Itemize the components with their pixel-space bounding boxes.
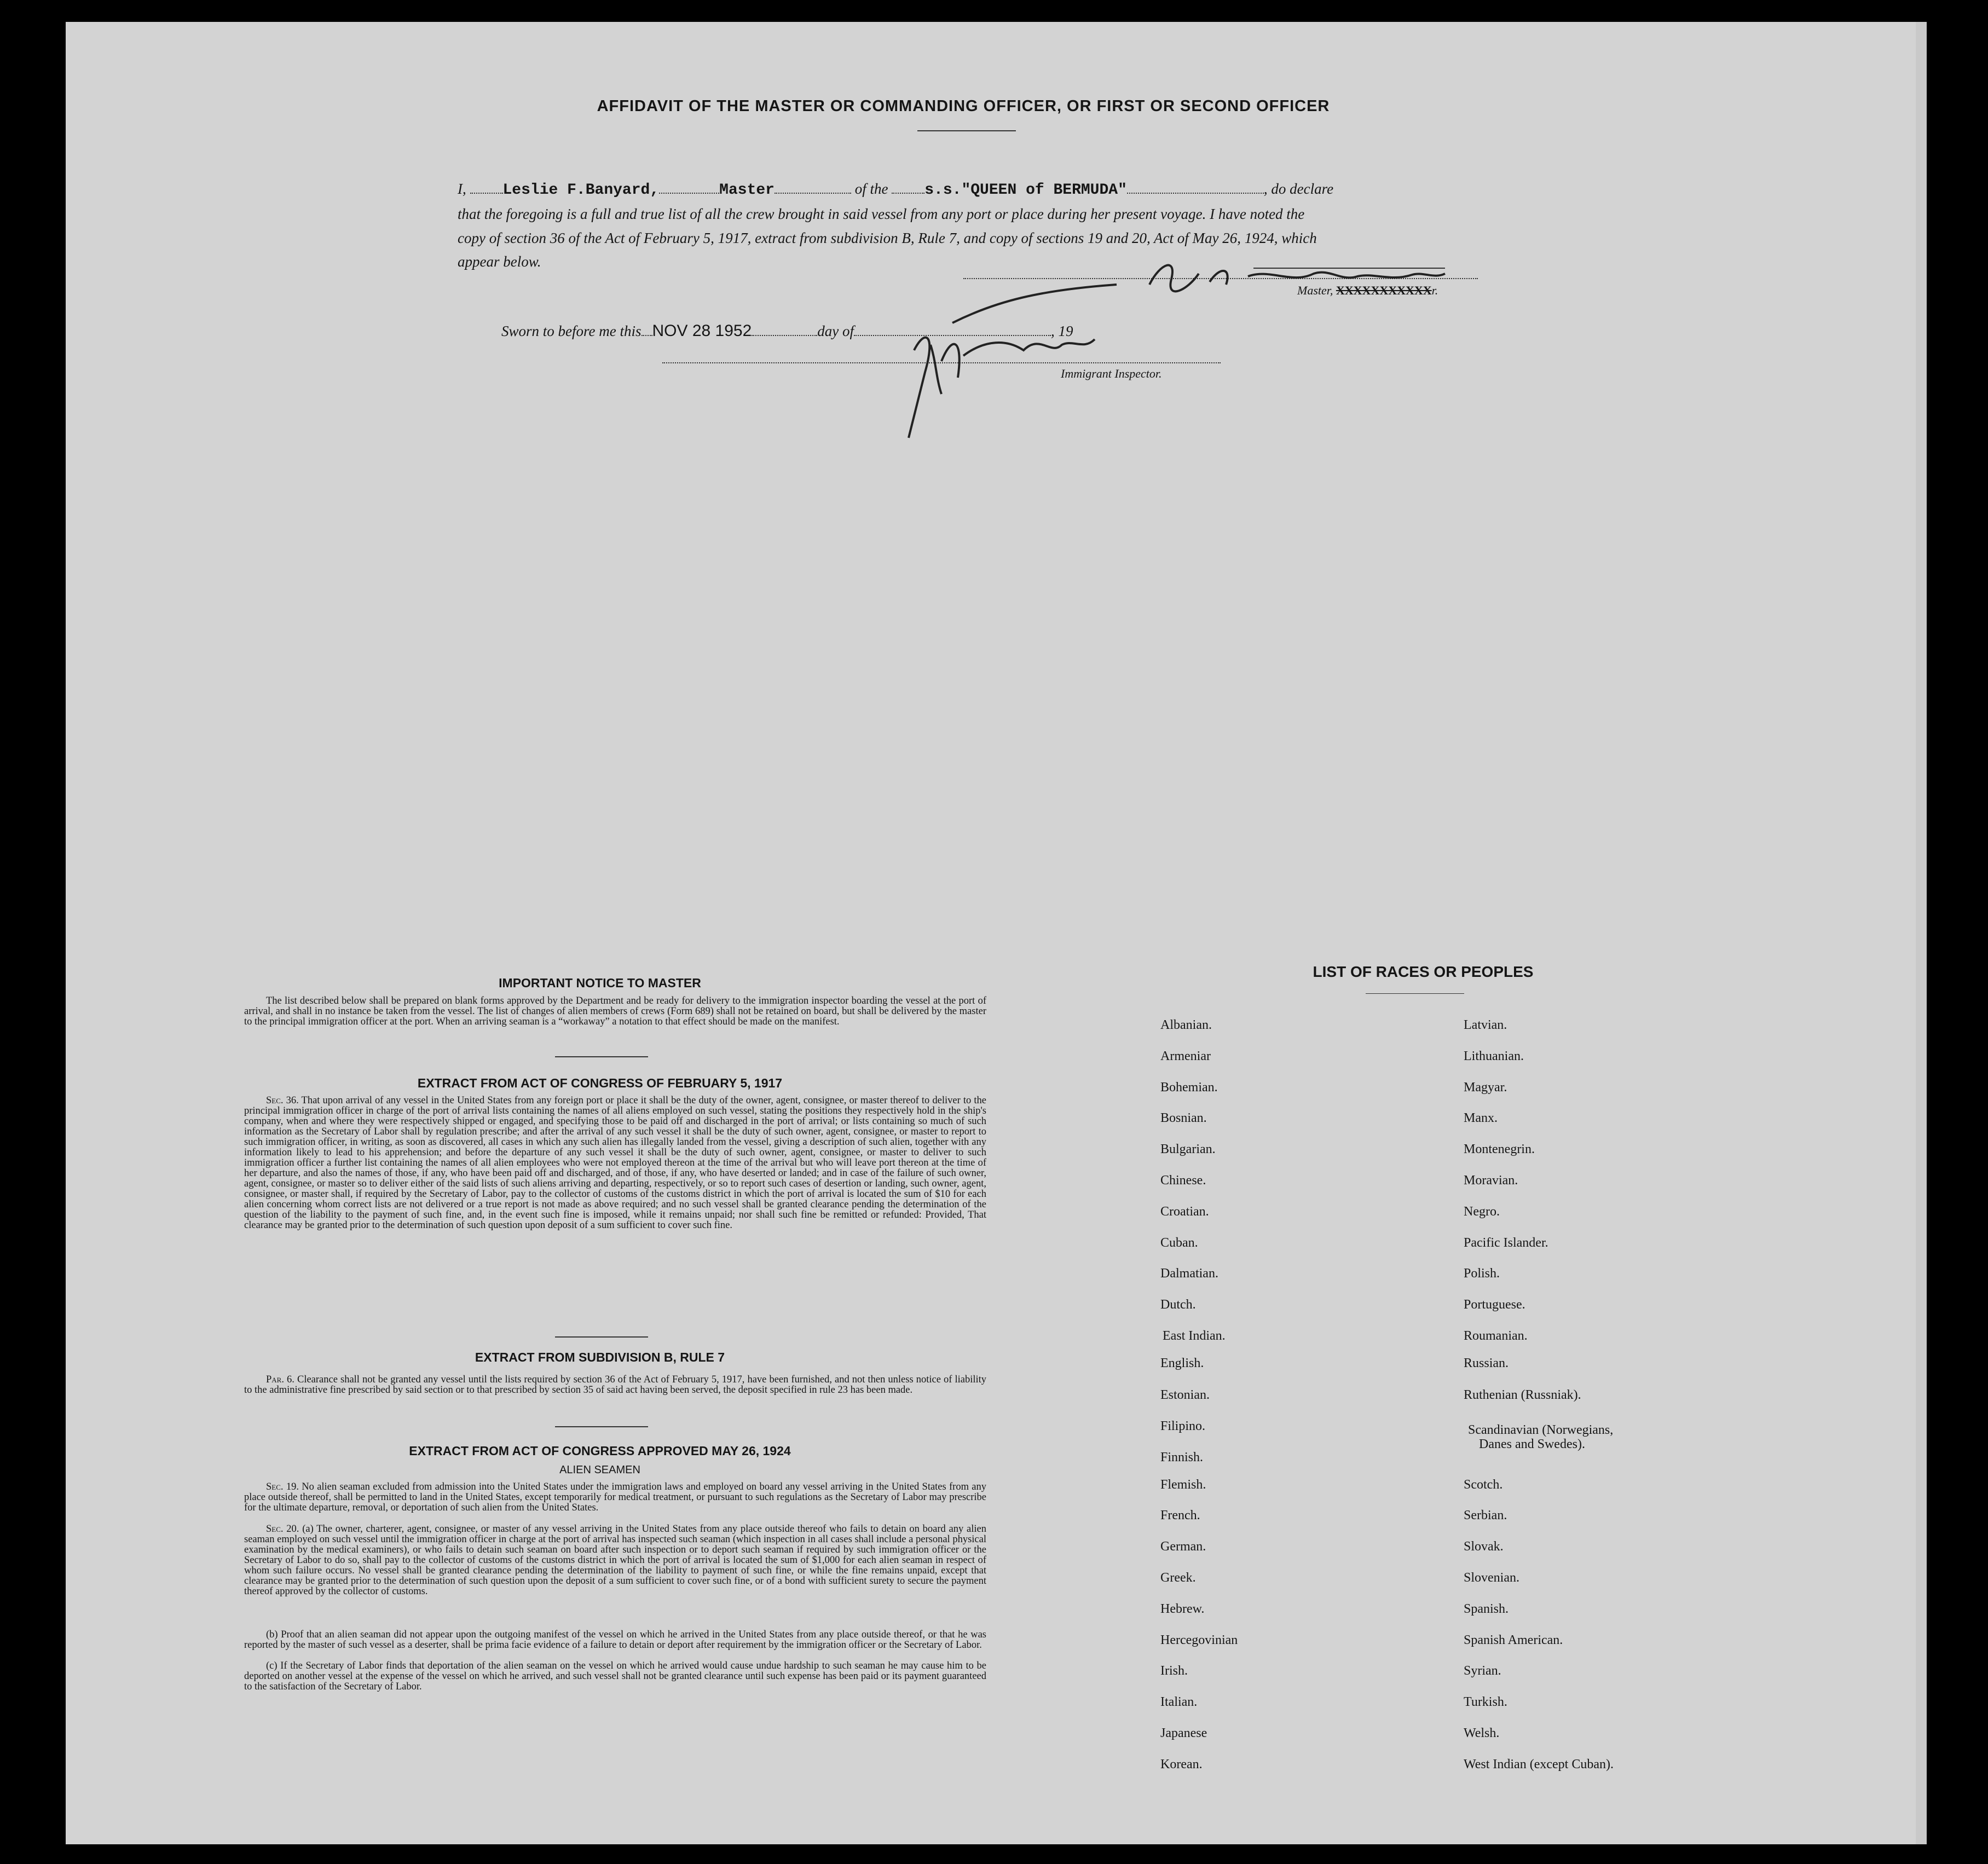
- affidavit-page: [66, 22, 1916, 1844]
- race-item: Portuguese.: [1464, 1298, 1525, 1312]
- of-the-label: of the: [854, 181, 888, 197]
- race-item: Armeniar: [1160, 1049, 1211, 1063]
- affidavit-title: AFFIDAVIT OF THE MASTER OR COMMANDING OFFICER, OR FIRST OR SECOND OFFICER: [597, 97, 1330, 115]
- race-item: Slovak.: [1464, 1539, 1504, 1554]
- race-item: Flemish.: [1160, 1478, 1206, 1492]
- race-item: Moravian.: [1464, 1173, 1518, 1188]
- race-item: German.: [1160, 1539, 1206, 1554]
- race-item: Bohemian.: [1160, 1080, 1218, 1095]
- race-item: West Indian (except Cuban).: [1464, 1757, 1614, 1772]
- race-item: Russian.: [1464, 1356, 1509, 1370]
- races-title: LIST OF RACES OR PEOPLES: [1313, 963, 1534, 980]
- race-item: English.: [1160, 1356, 1204, 1370]
- race-item: Danes and Swedes).: [1479, 1437, 1585, 1451]
- race-item: Scotch.: [1464, 1478, 1503, 1492]
- affidavit-line-1: [458, 181, 1547, 199]
- race-item: Polish.: [1464, 1266, 1500, 1281]
- master-caption: Master, XXXXXXXXXXXr.: [1297, 283, 1438, 297]
- race-item: Japanese: [1160, 1726, 1207, 1740]
- race-item: Bosnian.: [1160, 1111, 1207, 1125]
- race-item: Latvian.: [1464, 1018, 1507, 1032]
- sec19-text: Sec. 19. No alien seaman excluded from admission into the United States under the immigration laws and employed on board any vessel arriving in the United States from any place outside thereof, shall be permitted to land in the United States, except temporarily for medical treatment, or pursuant to such regulations as the Secretary of Labor may prescribe for the ultimate departure, removal, or deportation of such alien from the United States.: [244, 1481, 987, 1513]
- affidavit-title-rule: [917, 130, 1016, 131]
- race-item: Turkish.: [1464, 1695, 1507, 1709]
- vessel-name: s.s."QUEEN of BERMUDA": [924, 182, 1127, 199]
- sworn-date: NOV 28 1952: [652, 322, 752, 340]
- extract-1924-subtitle: ALIEN SEAMEN: [559, 1464, 640, 1476]
- race-item: Cuban.: [1160, 1236, 1198, 1250]
- race-item: Syrian.: [1464, 1664, 1501, 1678]
- sec20b-text: (b) Proof that an alien seaman did not appear upon the outgoing manifest of the vessel on which he arrived in the United States from any place outside thereof, or that he was reported by the master of such vessel as a deserter, shall be prima facie evidence of a failure to detain or deport after requirement by the immigration officer or the Secretary of Labor.: [244, 1629, 986, 1651]
- race-item: Estonian.: [1160, 1388, 1210, 1402]
- race-item: Slovenian.: [1464, 1571, 1519, 1585]
- extract-1917-text: Sec. 36. That upon arrival of any vessel in the United States from any foreign port or place it shall be the duty of the owner, agent, consignee, or master thereof to deliver to the principal immigration officer in charge of the port of arrival lists containing the names of all aliens employed on such vessel, stating the positions they respectively hold in the ship's company, when and where they were respectively shipped or engaged, and specifying those to be paid off and discharged in the port of arrival; or lists containing so much of such information as the Secretary of Labor shall by regulation prescribe; and after the arrival of any such vessel it shall be the duty of such owner, agent, consignee, or master to report to such immigration officer, in writing, as soon as discovered, all cases in which any such alien has illegally landed from the vessel, giving a description of such alien, together with any information likely to lead to his apprehension; and before the departure of any such vessel it shall be the duty of such owner, agent, consignee, or master to deliver to such immigration officer a further list containing the names of all alien employees who were not employed thereon at the time of the arrival but who will leave port thereon at the time of her departure, and also the names of those, if any, who have been paid off and discharged, and of those, if any, who have deserted or landed; and in case of the failure of such owner, agent, consignee, or master so to deliver either of the said lists of such aliens arriving and departing, respectively, or so to report such cases of desertion or landing, such owner, agent, consignee, or master shall, if required by the Secretary of Labor, pay to the collector of customs of the customs district in which the port of arrival is located the sum of $10 for each alien concerning whom correct lists are not delivered or a true report is not made as above required; and no such vessel shall be granted clearance pending the determination of the question of the liability to the payment of such fine, and, in the event such fine is imposed, while it remains unpaid; nor shall such fine be remitted or refunded: Provided, That clearance may be granted prior to the determination of such question upon deposit of a sum sufficient to cover such fine.: [244, 1095, 986, 1231]
- year-label: , 19: [1051, 323, 1073, 339]
- race-item: Albanian.: [1160, 1018, 1212, 1032]
- affidavit-line-3: copy of section 36 of the Act of February 5, 1917, extract from subdivision B, Rule 7, and copy of sections 19 and 20, Act of May 26, 1924, which: [458, 230, 1317, 246]
- rule7-rule: [555, 1426, 648, 1427]
- extract-1917-title: EXTRACT FROM ACT OF CONGRESS OF FEBRUARY 5, 1917: [417, 1076, 783, 1090]
- race-item: Lithuanian.: [1464, 1049, 1524, 1063]
- race-item: Croatian.: [1160, 1205, 1209, 1219]
- race-item: Magyar.: [1464, 1080, 1507, 1095]
- race-item: Chinese.: [1160, 1173, 1206, 1188]
- day-of-label: day of: [817, 323, 854, 339]
- race-item: Spanish.: [1464, 1602, 1509, 1616]
- sworn-label: Sworn to before me this: [501, 323, 642, 339]
- page-edge: [1916, 22, 1927, 1844]
- race-item: Serbian.: [1464, 1508, 1507, 1523]
- race-item: Montenegrin.: [1464, 1142, 1535, 1156]
- race-item: Bulgarian.: [1160, 1142, 1216, 1156]
- race-item: Pacific Islander.: [1464, 1236, 1548, 1250]
- notice-text: The list described below shall be prepared on blank forms approved by the Department and be ready for delivery to the immigration inspector boarding the vessel at the port of arrival, and shall in no instance be taken from the vessel. The list of changes of alien members of crews (Form 689) shall not be retained on board, but shall be delivered by the master to the principal immigration officer at the port. When an arriving seaman is a “workaway” a notation to that effect should be made on the manifest.: [244, 995, 986, 1027]
- race-item: Filipino.: [1160, 1419, 1206, 1433]
- race-item: Hercegovinian: [1160, 1633, 1238, 1647]
- extract-1917-rule: [555, 1336, 648, 1338]
- races-title-rule: [1366, 993, 1464, 994]
- inspector-caption: Immigrant Inspector.: [1061, 367, 1162, 380]
- i-label: I,: [458, 181, 466, 197]
- race-item: Irish.: [1160, 1664, 1188, 1678]
- notice-rule: [555, 1056, 648, 1057]
- extract-1924-title: EXTRACT FROM ACT OF CONGRESS APPROVED MAY 26, 1924: [409, 1444, 791, 1458]
- do-declare-label: , do declare: [1263, 181, 1334, 197]
- race-item: Manx.: [1464, 1111, 1498, 1125]
- race-item: Negro.: [1464, 1205, 1500, 1219]
- race-item: Dalmatian.: [1160, 1266, 1218, 1281]
- race-item: Scandinavian (Norwegians,: [1468, 1423, 1614, 1437]
- master-struck-text: XXXXXXXXXXX: [1336, 283, 1432, 297]
- race-item: Spanish American.: [1464, 1633, 1563, 1647]
- master-name: Leslie F.Banyard,: [502, 182, 660, 199]
- master-rank: Master: [719, 182, 775, 199]
- race-item: Italian.: [1160, 1695, 1198, 1709]
- sec20a-text: Sec. 20. (a) The owner, charterer, agent, consignee, or master of any vessel arriving in the United States from any place outside thereof who fails to detain on board any alien seaman employed on such vessel until the immigration officer in charge at the port of arrival has inspected such seaman (which inspection in all cases shall include a personal physical examination by the medical examiners), or who fails to detain such seaman on board after such inspection or to deport such seaman if required by such immigration officer or the Secretary of Labor to do so, shall pay to the collector of customs of the customs district in which the port of arrival is located the sum of $1,000 for each alien seaman in respect of whom such failure occurs. No vessel shall be granted clearance pending the determination of the liability to payment of such fine, or while the fine remains unpaid, except that clearance may be granted prior to the determination of such question upon the deposit of a sum sufficient to cover such fine, or of a bond with sufficient surety to secure the payment thereof approved by the collector of customs.: [244, 1524, 986, 1597]
- inspector-signature: [876, 279, 1139, 443]
- affidavit-line-2: that the foregoing is a full and true list of all the crew brought in said vessel from any port or place during her present voyage. I have noted the: [458, 206, 1305, 222]
- race-item: East Indian.: [1163, 1329, 1226, 1343]
- race-item: Welsh.: [1464, 1726, 1500, 1740]
- race-item: Roumanian.: [1464, 1329, 1528, 1343]
- race-item: Finnish.: [1160, 1450, 1204, 1464]
- race-item: Hebrew.: [1160, 1602, 1205, 1616]
- notice-title: IMPORTANT NOTICE TO MASTER: [499, 976, 701, 990]
- race-item: French.: [1160, 1508, 1200, 1523]
- race-item: Dutch.: [1160, 1298, 1196, 1312]
- affidavit-line-4: appear below.: [458, 253, 541, 270]
- sec20c-text: (c) If the Secretary of Labor finds that deportation of the alien seaman on the vessel on which he arrived would cause undue hardship to such seaman he may cause him to be deported on another vessel at the expense of the vessel on which he arrived, and such vessel shall not be granted clearance until such expense has been paid or its payment guaranteed to the satisfaction of the Secretary of Labor.: [244, 1660, 986, 1692]
- race-item: Korean.: [1160, 1757, 1203, 1772]
- rule7-text: Par. 6. Clearance shall not be granted any vessel until the lists required by section 36 of the Act of February 5, 1917, have been furnished, and not then unless notice of liability to the administrative fine prescribed by said section or to that prescribed by section 35 of said act having been served, the deposit specified in rule 23 has been made.: [244, 1374, 986, 1396]
- race-item: Greek.: [1160, 1571, 1196, 1585]
- rule7-title: EXTRACT FROM SUBDIVISION B, RULE 7: [475, 1350, 725, 1364]
- race-item: Ruthenian (Russniak).: [1464, 1388, 1581, 1402]
